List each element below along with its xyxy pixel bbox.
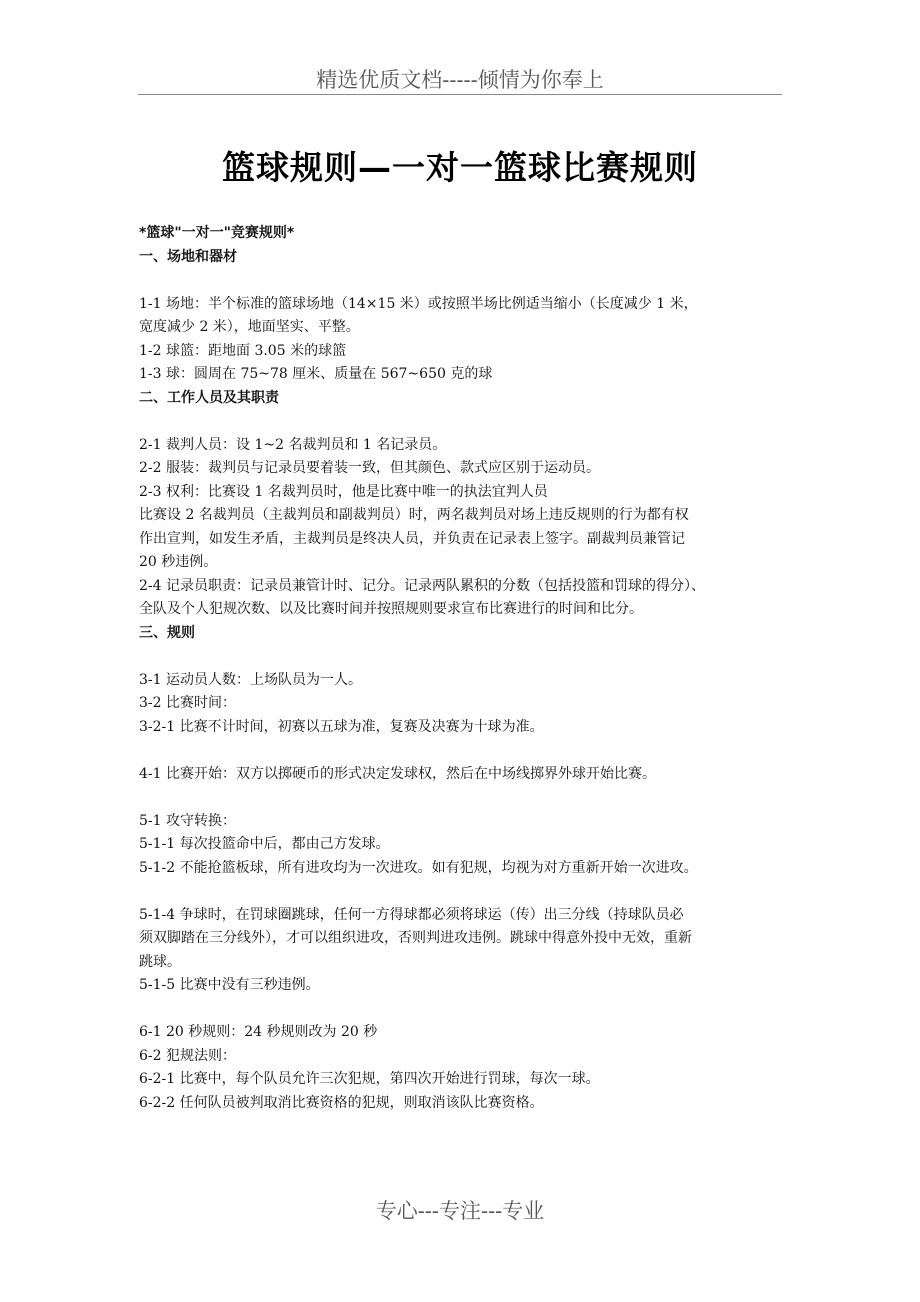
body-line: 3-1 运动员人数：上场队员为一人。 xyxy=(139,671,362,688)
section-heading: 三、规则 xyxy=(139,624,195,641)
body-line: 3-2-1 比赛不计时间，初赛以五球为准，复赛及决赛为十球为准。 xyxy=(139,718,544,735)
document-title: 篮球规则—一对一篮球比赛规则 xyxy=(222,148,698,187)
body-line: 6-2-2 任何队员被判取消比赛资格的犯规，则取消该队比赛资格。 xyxy=(139,1094,544,1111)
body-line: 4-1 比赛开始：双方以掷硬币的形式决定发球权，然后在中场线掷界外球开始比赛。 xyxy=(139,765,656,782)
body-line: 跳球。 xyxy=(139,953,181,970)
body-line: 1-3 球：圆周在 75~78 厘米、质量在 567~650 克的球 xyxy=(139,366,493,382)
body-line: 5-1-1 每次投篮命中后，都由己方发球。 xyxy=(139,836,390,852)
body-line: 5-1 攻守转换： xyxy=(139,812,236,829)
body-line: 5-1-4 争球时，在罚球圈跳球，任何一方得球都必须将球运（传）出三分线（持球队员必 xyxy=(139,906,684,923)
section-heading: *篮球"一对一"竞赛规则* xyxy=(139,225,295,241)
body-line: 20 秒违例。 xyxy=(139,554,218,570)
page-header: 精选优质文档-----倾情为你奉上 xyxy=(316,68,604,92)
body-line: 6-1 20 秒规则：24 秒规则改为 20 秒 xyxy=(139,1024,378,1040)
section-heading: 二、工作人员及其职责 xyxy=(139,389,279,406)
body-line: 比赛设 2 名裁判员（主裁判员和副裁判员）时，两名裁判员对场上违反规则的行为都有权 xyxy=(139,507,689,523)
body-line: 1-1 场地：半个标准的篮球场地（14×15 米）或按照半场比例适当缩小（长度减少 1 米， xyxy=(139,295,698,312)
body-line: 2-1 裁判人员：设 1~2 名裁判员和 1 名记录员。 xyxy=(139,436,447,453)
blank-line xyxy=(139,269,789,293)
body-line: 须双脚踏在三分线外），才可以组织进攻，否则判进攻违例。跳球中得意外投中无效，重新 xyxy=(139,930,692,946)
header-divider xyxy=(138,94,782,95)
body-line: 2-4 记录员职责：记录员兼管计时、记分。记录两队累积的分数（包括投篮和罚球的得分）、 xyxy=(139,577,705,594)
body-line: 作出宣判，如发生矛盾，主裁判员是终决人员，并负责在记录表上签字。副裁判员兼管记 xyxy=(139,530,685,547)
blank-line xyxy=(139,645,789,669)
body-line: 全队及个人犯规次数、以及比赛时间并按照规则要求宣布比赛进行的时间和比分。 xyxy=(139,601,643,617)
blank-line xyxy=(139,786,789,810)
body-line: 1-2 球篮：距地面 3.05 米的球篮 xyxy=(139,342,347,359)
blank-line xyxy=(139,739,789,763)
blank-line xyxy=(139,410,789,434)
blank-line xyxy=(139,998,789,1022)
body-line: 宽度减少 2 米），地面坚实、平整。 xyxy=(139,319,360,335)
body-line: 2-3 权利：比赛设 1 名裁判员时，他是比赛中唯一的执法宜判人员 xyxy=(139,483,548,500)
page-footer: 专心---专注---专业 xyxy=(375,1199,545,1223)
body-line: 5-1-2 不能抢篮板球，所有进攻均为一次进攻。如有犯规，均视为对方重新开始一次进攻。 xyxy=(139,859,698,876)
body-line: 2-2 服装：裁判员与记录员要着装一致，但其颜色、款式应区别于运动员。 xyxy=(139,460,600,476)
section-heading: 一、场地和器材 xyxy=(139,248,237,265)
body-line: 6-2 犯规法则： xyxy=(139,1047,236,1064)
blank-line xyxy=(139,880,789,904)
body-line: 5-1-5 比赛中没有三秒违例。 xyxy=(139,977,320,993)
document-body xyxy=(139,222,789,1115)
body-line: 6-2-1 比赛中，每个队员允许三次犯规，第四次开始进行罚球，每次一球。 xyxy=(139,1071,600,1087)
body-line: 3-2 比赛时间： xyxy=(139,695,236,711)
